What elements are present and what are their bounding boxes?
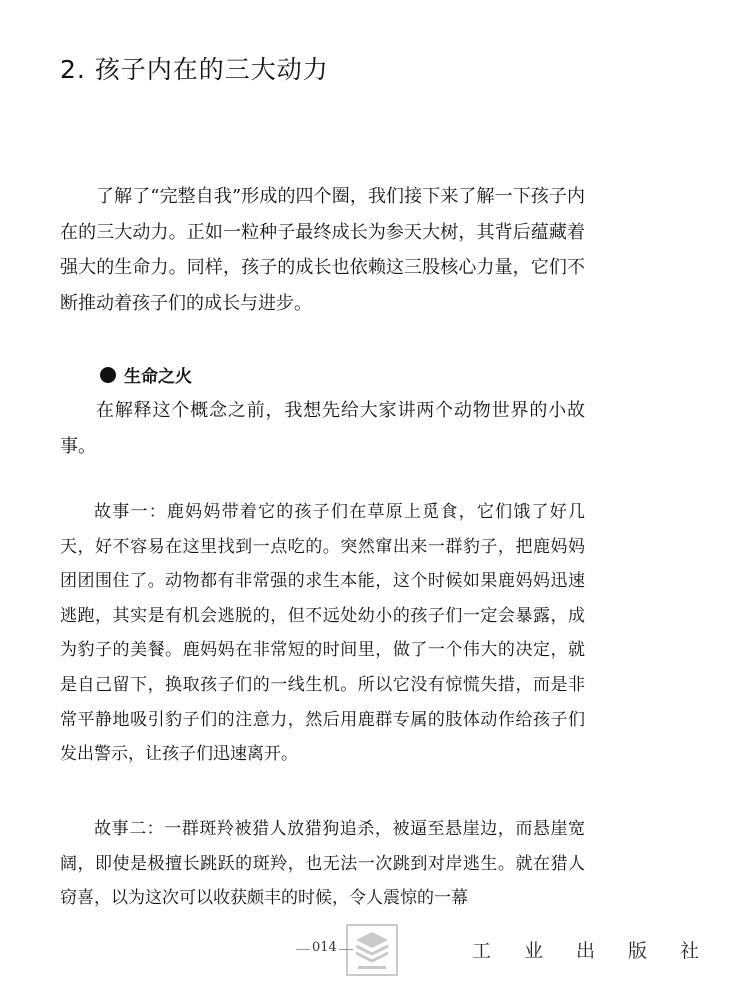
page-footer (0, 918, 732, 988)
bullet-icon (100, 367, 116, 383)
section-intro-paragraph: 在解释这个概念之前，我想先给大家讲两个动物世界的小故事。 (60, 400, 585, 457)
book-stack-logo-icon (344, 922, 400, 978)
story-two-paragraph: 故事二：一群斑羚被猎人放猎狗追杀，被逼至悬崖边，而悬崖宽阔，即使是极擅长跳跃的斑羚，也无法一次跳到对岸逃生。就在猎人窃喜，以为这次可以收获颇丰的时候，令人震惊的一幕 (60, 819, 585, 909)
page-title: 2. 孩子内在的三大动力 (60, 55, 329, 84)
section-heading-text: 生命之火 (124, 367, 192, 387)
section-heading (100, 362, 192, 387)
story-one-paragraph: 故事一：鹿妈妈带着它的孩子们在草原上觅食，它们饿了好几天，好不容易在这里找到一点吃的。突然窜出来一群豹子，把鹿妈妈团团围住了。动物都有非常强的求生本能，这个时候如果鹿妈妈迅速逃跑，其实是有机会逃脱的，但不远处幼小的孩子们一定会暴露，成为豹子的美餐。鹿妈妈在非常短的时间里，做了一个伟大的决定，就是自己留下，换取孩子们的一线生机。所以它没有惊慌失措，而是非常平静地吸引豹子们的注意力，然后用鹿群专属的肢体动作给孩子们发出警示，让孩子们迅速离开。 (60, 502, 585, 765)
intro-paragraph: 了解了“完整自我”形成的四个圈，我们接下来了解一下孩子内在的三大动力。正如一粒种子最终成长为参天大树，其背后蕴藏着强大的生命力。同样，孩子的成长也依赖这三股核心力量，它们不断推动着孩子们的成长与进步。 (60, 186, 585, 314)
publisher-name: 工业出版社 (472, 940, 732, 962)
page-number: 014 (312, 940, 337, 955)
